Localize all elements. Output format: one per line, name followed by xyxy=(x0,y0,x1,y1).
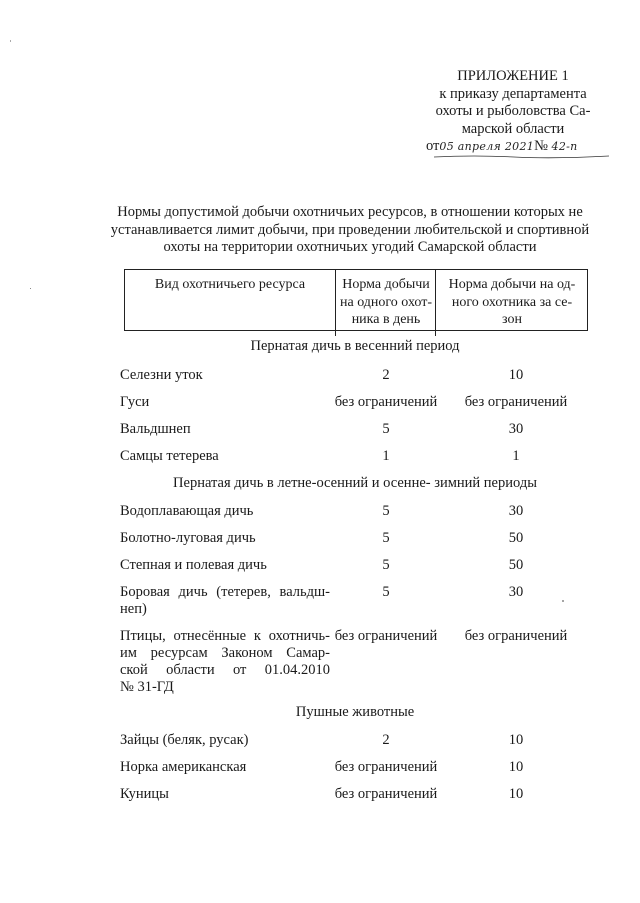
species-name-line: Птицы, отнесённые к охотничь- xyxy=(120,628,330,644)
handwritten-date: 05 апреля 2021 xyxy=(439,140,535,153)
header-line: ника в день xyxy=(351,312,421,327)
scan-speck xyxy=(30,288,31,289)
header-species: Вид охотничьего ресурса xyxy=(154,277,306,292)
scan-speck xyxy=(562,600,564,602)
title-line: устанавливается лимит добычи, при проведении любительской и спортивной xyxy=(110,221,590,238)
title-line: охоты на территории охотничьих угодий Самарской области xyxy=(163,239,537,255)
per-day-value: без ограничений xyxy=(334,628,438,644)
header-per-season xyxy=(435,270,588,336)
appendix-line: к приказу департамента xyxy=(439,85,587,102)
order-date-prefix: от xyxy=(426,138,440,154)
title-line: Нормы допустимой добычи охотничьих ресурсов, в отношении которых не xyxy=(117,204,583,220)
per-season-value: 50 xyxy=(508,557,524,573)
species-name: Водоплавающая дичь xyxy=(120,503,254,519)
header-line: Норма добычи на од- xyxy=(448,277,576,292)
per-day-value: без ограничений xyxy=(334,394,438,410)
per-day-value: 5 xyxy=(382,503,390,519)
per-season-value: 30 xyxy=(508,584,524,600)
per-day-value: 5 xyxy=(382,557,390,573)
section-title: Пернатая дичь в весенний период xyxy=(250,338,460,354)
header-per-day xyxy=(335,270,436,336)
order-date-number xyxy=(418,138,608,156)
appendix-line: охоты и рыболовства Са- xyxy=(435,103,591,119)
per-day-value: без ограничений xyxy=(334,786,438,802)
per-season-value: 30 xyxy=(508,421,524,437)
per-day-value: 2 xyxy=(382,367,390,383)
per-season-value: без ограничений xyxy=(464,628,568,644)
per-day-value: 5 xyxy=(382,584,390,600)
per-season-value: без ограничений xyxy=(464,394,568,410)
species-name-line: № 31-ГД xyxy=(120,679,174,695)
species-name-line: Боровая дичь (тетерев, вальдш- xyxy=(120,584,330,600)
per-season-value: 10 xyxy=(508,759,524,775)
section-title: Пернатая дичь в летне-осенний и осенне- зимний периоды xyxy=(173,475,537,491)
order-number-sign: № xyxy=(534,138,548,154)
species-name-line: им ресурсам Законом Самар- xyxy=(120,645,330,661)
per-day-value: 5 xyxy=(382,421,390,437)
header-line: Норма добычи xyxy=(342,277,430,292)
appendix-line: марской области xyxy=(461,120,565,137)
species-name: Норка американская xyxy=(120,759,247,775)
per-season-value: 30 xyxy=(508,503,524,519)
species-name: Болотно-луговая дичь xyxy=(120,530,256,546)
scan-speck xyxy=(10,40,11,42)
per-season-value: 10 xyxy=(508,367,524,383)
per-day-value: 5 xyxy=(382,530,390,546)
species-name: Селезни уток xyxy=(120,367,203,383)
handwriting-underline xyxy=(434,154,609,160)
header-line: зон xyxy=(502,312,522,327)
per-day-value: 1 xyxy=(382,448,390,464)
document-title xyxy=(100,204,600,257)
species-name: Гуси xyxy=(120,394,150,410)
per-day-value: 2 xyxy=(382,732,390,748)
species-name: Самцы тетерева xyxy=(120,448,219,464)
species-name xyxy=(120,584,330,618)
appendix-title: ПРИЛОЖЕНИЕ 1 xyxy=(457,68,569,84)
per-season-value: 50 xyxy=(508,530,524,546)
species-name: Зайцы (беляк, русак) xyxy=(120,732,249,748)
per-season-value: 1 xyxy=(512,448,520,464)
table-header xyxy=(124,269,588,331)
per-season-value: 10 xyxy=(508,786,524,802)
species-name-line: ской области от 01.04.2010 xyxy=(120,662,330,678)
species-name: Вальдшнеп xyxy=(120,421,191,437)
header-line: на одного охот- xyxy=(339,294,433,310)
species-name: Степная и полевая дичь xyxy=(120,557,267,573)
species-name-line: неп) xyxy=(120,601,147,617)
species-name: Куницы xyxy=(120,786,169,802)
handwritten-number: 42-п xyxy=(551,140,578,153)
per-season-value: 10 xyxy=(508,732,524,748)
per-day-value: без ограничений xyxy=(334,759,438,775)
header-line: ного охотника за се- xyxy=(451,294,573,310)
appendix-block xyxy=(418,68,608,156)
species-name xyxy=(120,628,330,696)
section-title: Пушные животные xyxy=(295,704,415,720)
